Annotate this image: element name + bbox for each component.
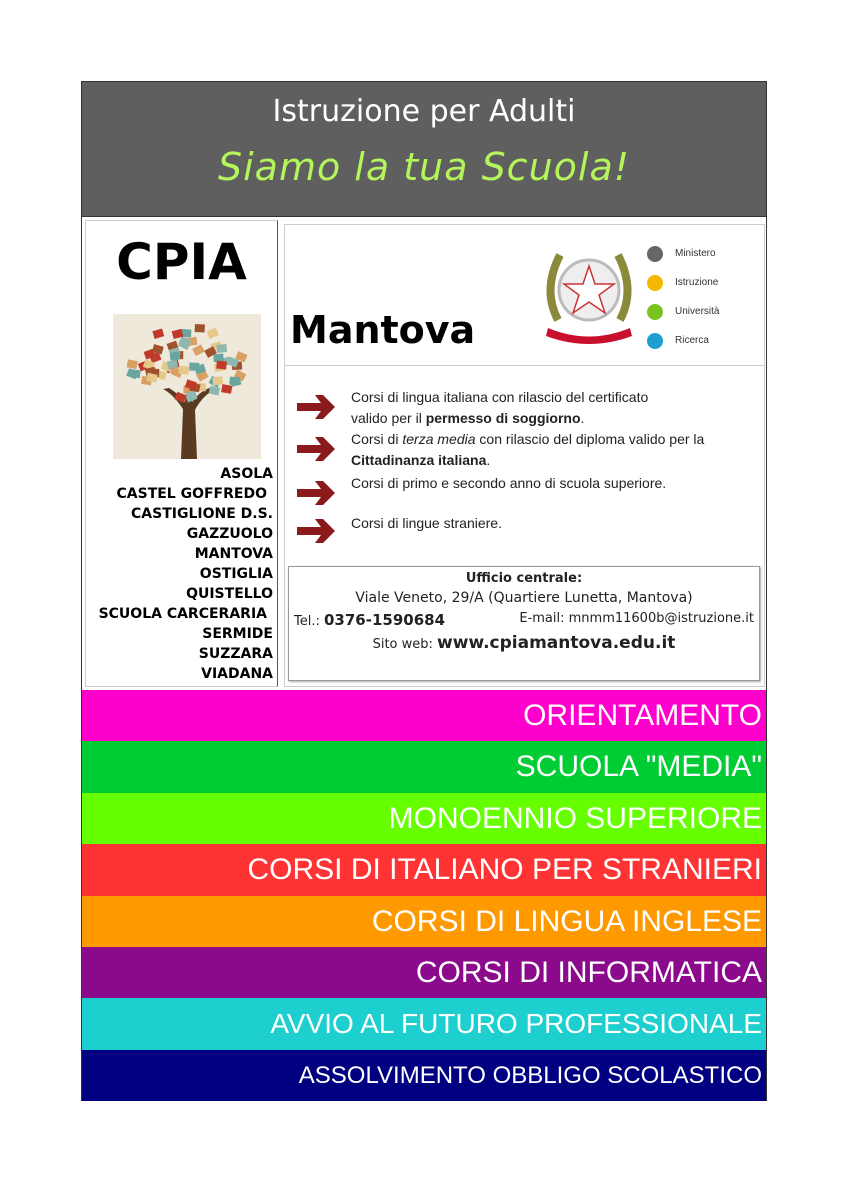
course-list: [295, 387, 704, 553]
book-leaf: [221, 384, 232, 394]
book-leaf: [216, 344, 227, 353]
website[interactable]: Sito web: www.cpiamantova.edu.it: [372, 633, 676, 653]
phone: Tel.: 0376-1590684: [294, 611, 446, 629]
band-orientamento: ORIENTAMENTO: [82, 690, 766, 741]
city: MANTOVA: [194, 546, 273, 562]
city: CASTEL GOFFREDO: [116, 486, 267, 502]
email[interactable]: E-mail: mnmm11600b@istruzione.it: [519, 611, 754, 626]
book-leaf: [209, 386, 220, 396]
ministry-item: Ricerca: [647, 326, 719, 355]
course-bands: [82, 690, 766, 1101]
book-leaf: [212, 376, 223, 385]
contact-box: [288, 566, 760, 681]
band-lingua-inglese: CORSI DI LINGUA INGLESE: [82, 896, 766, 947]
flyer: [81, 81, 767, 1101]
book-leaf: [192, 344, 205, 356]
city: GAZZUOLO: [186, 526, 273, 542]
arrow-right-icon: [295, 435, 337, 463]
ministry-item: Ministero: [647, 239, 719, 268]
book-tree-image: [113, 314, 261, 459]
band-futuro-professionale: AVVIO AL FUTURO PROFESSIONALE: [82, 998, 766, 1049]
header: [82, 82, 766, 217]
contact-title: Ufficio centrale:: [465, 571, 583, 586]
arrow-right-icon: [295, 393, 337, 421]
ministry-item: Università: [647, 297, 719, 326]
book-leaf: [152, 328, 164, 338]
band-italiano-stranieri: CORSI DI ITALIANO PER STRANIERI: [82, 844, 766, 895]
city-title: Mantova: [290, 308, 476, 352]
i-icon: [647, 275, 663, 291]
right-panel: [284, 224, 765, 687]
ministry-item: Istruzione: [647, 268, 719, 297]
arrow-right-icon: [295, 479, 337, 507]
r-icon: [647, 333, 663, 349]
italian-republic-emblem: [540, 240, 638, 345]
city: SUZZARA: [198, 646, 273, 662]
city: ASOLA: [220, 466, 273, 482]
book-leaf: [127, 359, 138, 369]
band-scuola-media: SCUOLA "MEDIA": [82, 741, 766, 792]
book-leaf: [170, 352, 181, 361]
left-column: [85, 220, 278, 687]
arrow-right-icon: [295, 517, 337, 545]
city: OSTIGLIA: [199, 566, 273, 582]
divider: [285, 365, 764, 366]
band-informatica: CORSI DI INFORMATICA: [82, 947, 766, 998]
book-leaf: [195, 324, 205, 332]
header-title: Istruzione per Adulti: [272, 94, 576, 129]
ministry-logo: [647, 239, 719, 355]
band-obbligo-scolastico: ASSOLVIMENTO OBBLIGO SCOLASTICO: [82, 1050, 766, 1101]
city: QUISTELLO: [186, 586, 273, 602]
city: SERMIDE: [202, 626, 273, 642]
header-slogan: Siamo la tua Scuola!: [217, 145, 630, 189]
u-icon: [647, 304, 663, 320]
city: CASTIGLIONE D.S.: [131, 506, 273, 522]
m-icon: [647, 246, 663, 262]
course-item: Corsi di lingue straniere.: [295, 513, 704, 553]
address: Viale Veneto, 29/A (Quartiere Lunetta, Mantova): [355, 590, 693, 606]
brand-title: CPIA: [116, 233, 247, 291]
city-list: [99, 464, 273, 684]
book-leaf: [216, 361, 227, 370]
city: SCUOLA CARCERARIA: [98, 606, 267, 622]
course-item: Corsi di primo e secondo anno di scuola superiore.: [295, 473, 704, 513]
book-leaf: [178, 366, 189, 375]
course-item: Corsi di terza media con rilascio del diploma valido per la Cittadinanza italiana.: [295, 429, 704, 473]
city: VIADANA: [201, 666, 273, 682]
course-item: Corsi di lingua italiana con rilascio del certificato valido per il permesso di soggiorno.: [295, 387, 704, 429]
book-leaf: [207, 328, 219, 339]
band-monoennio: MONOENNIO SUPERIORE: [82, 793, 766, 844]
